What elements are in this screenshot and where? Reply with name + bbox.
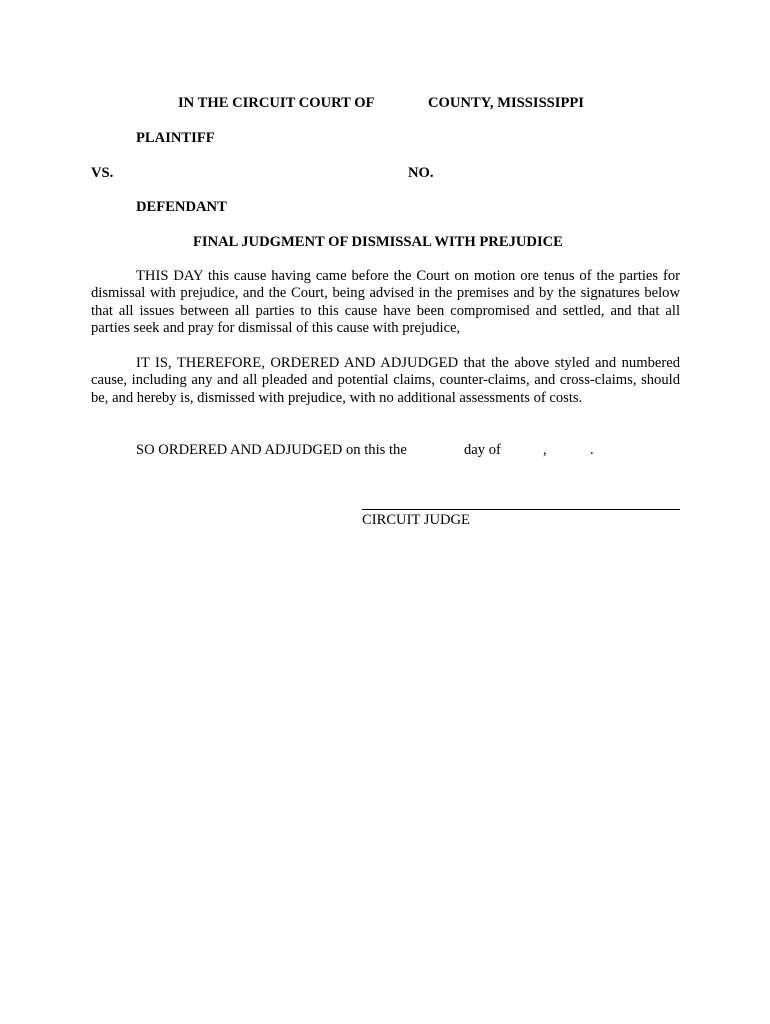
order-line-day-of: day of bbox=[464, 442, 501, 458]
judgment-title: FINAL JUDGMENT OF DISMISSAL WITH PREJUDICE bbox=[193, 234, 563, 250]
order-line-prefix: SO ORDERED AND ADJUDGED on this the bbox=[136, 442, 407, 458]
recital-paragraph: THIS DAY this cause having came before the Court on motion ore tenus of the parties for dismissal with prejudice, and the Court, being advised in the premises and by the signatures below that all issues between all parties to this cause have been compromised and settled, and that all parties seek and pray for dismissal of this cause with prejudice, bbox=[91, 268, 680, 337]
order-line-comma: , bbox=[543, 442, 547, 458]
order-line-period: . bbox=[590, 442, 594, 458]
versus-label: VS. bbox=[91, 165, 114, 181]
circuit-judge-label: CIRCUIT JUDGE bbox=[362, 512, 470, 528]
signature-line bbox=[362, 509, 680, 510]
plaintiff-label: PLAINTIFF bbox=[136, 130, 215, 146]
order-paragraph: IT IS, THEREFORE, ORDERED AND ADJUDGED that the above styled and numbered cause, including any and all pleaded and potential claims, counter-claims, and cross-claims, should be, and hereby is, dismissed with prejudice, with no additional assessments of costs. bbox=[91, 355, 680, 406]
court-heading-right: COUNTY, MISSISSIPPI bbox=[428, 95, 584, 111]
defendant-label: DEFENDANT bbox=[136, 199, 227, 215]
court-heading-left: IN THE CIRCUIT COURT OF bbox=[178, 95, 375, 111]
case-number-label: NO. bbox=[408, 165, 434, 181]
